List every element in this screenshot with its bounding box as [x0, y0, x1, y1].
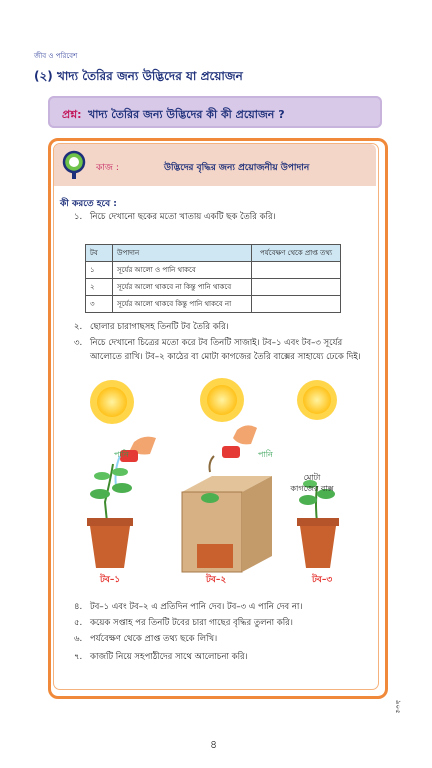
step-text: নিচে দেখানো চিত্রের মতো করে টব তিনটি সাজাই। টব–১ এবং টব–৩ সূর্যের [90, 338, 343, 348]
box-label-line-1: মোটা [303, 473, 321, 482]
table-cell: সূর্যের আলো ও পানি থাকবে [113, 262, 252, 279]
table-row [86, 279, 341, 296]
step-number: ৫. [74, 618, 83, 628]
side-code: ৯০৫ [394, 700, 402, 714]
cardboard-box [182, 456, 272, 572]
table-row [86, 296, 341, 313]
table-cell: ২ [86, 279, 113, 296]
table-cell: ৩ [86, 296, 113, 313]
table-header: উপাদান [113, 245, 252, 262]
step-text: নিচে দেখানো ছকের মতো খাতায় একটি ছক তৈরি করি। [90, 212, 276, 222]
step-2 [74, 320, 229, 334]
what-to-do-heading: কী করতে হবে : [60, 199, 117, 209]
pot-1-plant [87, 464, 133, 568]
pot-3-label: টব–৩ [312, 575, 333, 585]
table-header: পর্যবেক্ষণ থেকে প্রাপ্ত তথ্য [252, 245, 341, 262]
box-label [280, 472, 344, 494]
step-3 [74, 336, 374, 364]
sun-icon [200, 378, 244, 422]
step-number: ৭. [74, 652, 83, 662]
table-cell: সূর্যের আলো থাকবে না কিন্তু পানি থাকবে [113, 279, 252, 296]
water-label-2: পানি [258, 450, 273, 459]
step-6 [74, 632, 217, 646]
observation-table [85, 244, 341, 313]
step-text: কয়েক সপ্তাহ পর তিনটি টবের চারা গাছের বৃদ্ধির তুলনা করি। [90, 618, 293, 628]
activity-label: কাজ : [96, 163, 119, 173]
table-cell [252, 262, 341, 279]
sun-icon [90, 380, 134, 424]
table-cell: ১ [86, 262, 113, 279]
table-cell [252, 279, 341, 296]
watering-can-icon [222, 425, 257, 458]
table-header: টব [86, 245, 113, 262]
section-title: (২) খাদ্য তৈরির জন্য উদ্ভিদের যা প্রয়োজন [34, 69, 243, 83]
question-text: খাদ্য তৈরির জন্য উদ্ভিদের কী কী প্রয়োজন ? [88, 108, 285, 121]
step-number: ৪. [74, 602, 83, 612]
step-number: ২. [74, 322, 83, 332]
step-text: ছোলার চারাগাছসহ তিনটি টব তৈরি করি। [90, 322, 229, 332]
pot-1-label: টব–১ [100, 575, 121, 585]
water-label-1: পানি [114, 450, 129, 459]
question-label: প্রশ্ন: [62, 108, 82, 121]
running-head: জীব ও পরিবেশ [34, 52, 78, 60]
page-number: ৪ [210, 738, 218, 751]
step-1 [74, 210, 276, 224]
table-cell: সূর্যের আলো থাকবে কিন্তু পানি থাকবে না [113, 296, 252, 313]
step-4 [74, 600, 302, 614]
step-text: পর্যবেক্ষণ থেকে প্রাপ্ত তথ্য ছকে লিখি। [90, 634, 218, 644]
table-header-row [86, 245, 341, 262]
box-label-line-2: কাগজের বাক্স [290, 484, 334, 493]
step-text: টব–১ এবং টব–২ এ প্রতিদিন পানি দেব। টব–৩ এ পানি দেব না। [90, 602, 303, 612]
magnifier-icon [60, 150, 88, 180]
step-text: কাজটি নিয়ে সহপাঠীদের সাথে আলোচনা করি। [90, 652, 248, 662]
step-text-continued: আলোতে রাখি। টব–২ কাঠের বা মোটা কাগজের তৈরি বাক্সের সাহায্যে ঢেকে দিই। [90, 352, 361, 362]
sun-icon [297, 380, 337, 420]
table-row [86, 262, 341, 279]
step-5 [74, 616, 293, 630]
pot-2-label: টব–২ [206, 575, 227, 585]
activity-title: উদ্ভিদের বৃদ্ধির জন্য প্রয়োজনীয় উপাদান [164, 163, 310, 173]
step-7 [74, 650, 248, 664]
step-number: ৩. [74, 338, 83, 348]
step-number: ১. [74, 212, 83, 222]
step-number: ৬. [74, 634, 83, 644]
table-cell [252, 296, 341, 313]
